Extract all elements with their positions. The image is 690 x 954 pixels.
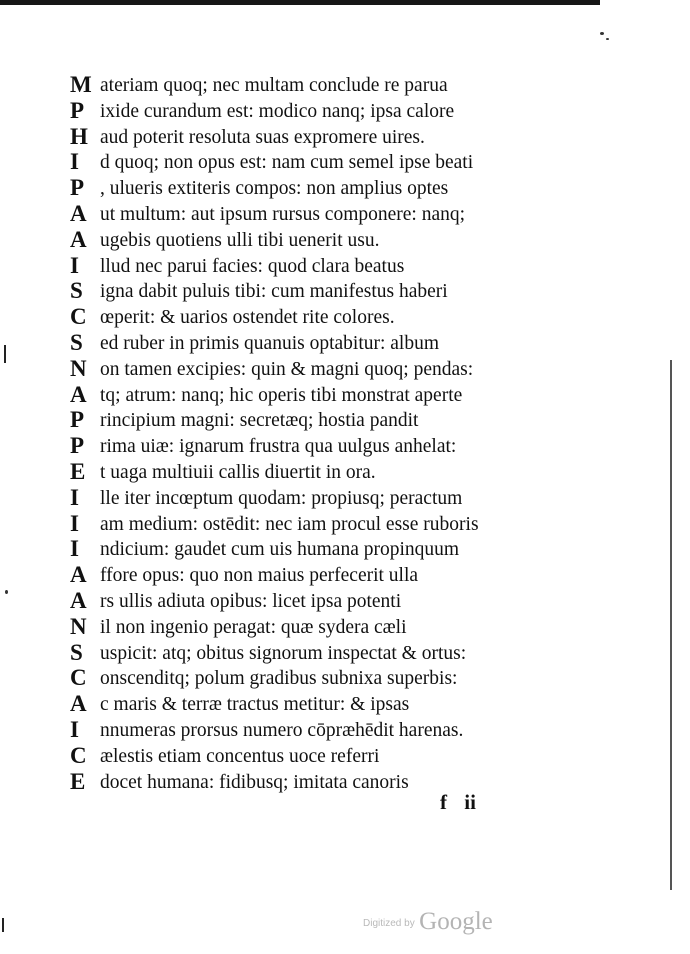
poem-line <box>70 175 540 201</box>
top-border-rule <box>0 0 600 5</box>
line-text: rincipium magni: secretæq; hostia pandit <box>100 410 419 432</box>
poem-line <box>70 717 540 743</box>
poem-line <box>70 665 540 691</box>
line-initial: A <box>70 200 87 226</box>
line-initial: I <box>70 716 79 742</box>
poem-text-block <box>70 72 540 794</box>
line-text: rs ullis adiuta opibus: licet ipsa potenti <box>100 590 402 612</box>
poem-line <box>70 382 540 408</box>
line-initial: M <box>70 72 92 97</box>
line-initial: A <box>70 226 87 252</box>
line-initial: P <box>70 407 85 433</box>
poem-line <box>70 227 540 253</box>
line-text: nnumeras prorsus numero cōpræhēdit harenas. <box>100 719 464 741</box>
line-initial: C <box>70 304 87 330</box>
line-initial: N <box>70 355 87 381</box>
signature-mark: f ii <box>440 790 476 814</box>
poem-line <box>70 459 540 485</box>
scan-speck <box>600 32 604 35</box>
line-initial: A <box>70 381 87 407</box>
line-text: on tamen excipies: quin & magni quoq; pendas: <box>100 358 474 380</box>
poem-line <box>70 304 540 330</box>
line-initial: A <box>70 587 87 613</box>
line-text: ateriam quoq; nec multam conclude re parua <box>100 75 448 96</box>
line-initial: S <box>70 329 83 355</box>
poem-line <box>70 562 540 588</box>
poem-line <box>70 433 540 459</box>
line-text: œperit: & uarios ostendet rite colores. <box>100 307 395 329</box>
line-text: t uaga multiuii callis diuertit in ora. <box>100 461 376 483</box>
line-text: , ulueris extiteris compos: non amplius optes <box>100 178 449 200</box>
line-initial: I <box>70 510 79 536</box>
poem-line <box>70 614 540 640</box>
poem-line <box>70 201 540 227</box>
poem-line <box>70 511 540 537</box>
line-initial: E <box>70 768 86 794</box>
google-logo: Google <box>419 908 493 935</box>
poem-line <box>70 691 540 717</box>
poem-line <box>70 536 540 562</box>
line-text: aud poterit resoluta suas exprom​ere uires. <box>100 126 425 148</box>
line-text: am medium: ostēdit: nec iam procul esse ruboris <box>100 513 479 535</box>
line-initial: E <box>70 458 86 484</box>
line-initial: H <box>70 123 88 149</box>
line-text: onscenditq; polum gradibus subnixa superbis: <box>100 668 458 690</box>
line-initial: A <box>70 691 87 717</box>
line-text: tq; atrum: nanq; hic operis tibi monstrat aperte <box>100 384 463 406</box>
line-text: d quoq; non opus est: nam cum semel ipse beati <box>100 152 474 174</box>
poem-line <box>70 356 540 382</box>
poem-line <box>70 98 540 124</box>
line-text: igna dabit puluis tibi: cum manifestus haberi <box>100 281 448 303</box>
line-text: rima uiæ: ignarum frustra qua uulgus anhelat: <box>100 436 457 458</box>
line-initial: I <box>70 484 79 510</box>
line-initial: P <box>70 433 85 459</box>
page-edge-shadow <box>670 360 672 890</box>
line-initial: N <box>70 613 87 639</box>
line-initial: I <box>70 536 79 562</box>
poem-line <box>70 640 540 666</box>
poem-line <box>70 407 540 433</box>
line-text: ndicium: gaudet cum uis humana propinquum <box>100 539 460 561</box>
line-initial: C <box>70 742 87 768</box>
line-initial: P <box>70 175 85 201</box>
line-text: ælestis etiam concentus uoce referri <box>100 745 380 767</box>
line-initial: S <box>70 639 83 665</box>
line-initial: A <box>70 562 87 588</box>
poem-line <box>70 72 540 98</box>
digitized-by-watermark <box>363 908 493 936</box>
line-text: ffore opus: quo non maius perfecerit ulla <box>100 565 419 587</box>
line-text: uspicit: atq; obitus signorum inspectat & ortus: <box>100 642 467 664</box>
line-text: ixide curandum est: modico nanq; ipsa calore <box>100 100 455 122</box>
poem-line <box>70 588 540 614</box>
scan-speck <box>5 590 8 594</box>
line-initial: C <box>70 665 87 691</box>
left-edge-mark <box>4 345 6 363</box>
scan-speck <box>606 38 609 40</box>
line-text: il non ingenio peragat: quæ sydera cæli <box>100 616 407 638</box>
poem-line <box>70 278 540 304</box>
poem-line <box>70 149 540 175</box>
line-text: docet humana: fidibusq; imitata canoris <box>100 771 409 793</box>
line-text: c maris & terræ tractus metitur: & ipsas <box>100 694 410 716</box>
left-edge-mark <box>2 918 4 932</box>
poem-line <box>70 253 540 279</box>
line-text: lle iter incœptum quodam: propiusq; peractum <box>100 487 463 509</box>
poem-line <box>70 124 540 150</box>
poem-line <box>70 330 540 356</box>
digitized-by-label: Digitized by <box>363 918 415 929</box>
line-text: ed ruber in primis quanuis optabitur: album <box>100 332 440 354</box>
line-text: ugebis quotiens ulli tibi uenerit usu. <box>100 229 380 251</box>
poem-line <box>70 485 540 511</box>
line-text: ut multum: aut ipsum rursus componere: nanq; <box>100 203 466 225</box>
line-text: llud nec parui facies: quod clara beatus <box>100 255 405 277</box>
line-initial: P <box>70 97 85 123</box>
poem-line <box>70 743 540 769</box>
line-initial: I <box>70 252 79 278</box>
line-initial: S <box>70 278 83 304</box>
line-initial: I <box>70 149 79 175</box>
